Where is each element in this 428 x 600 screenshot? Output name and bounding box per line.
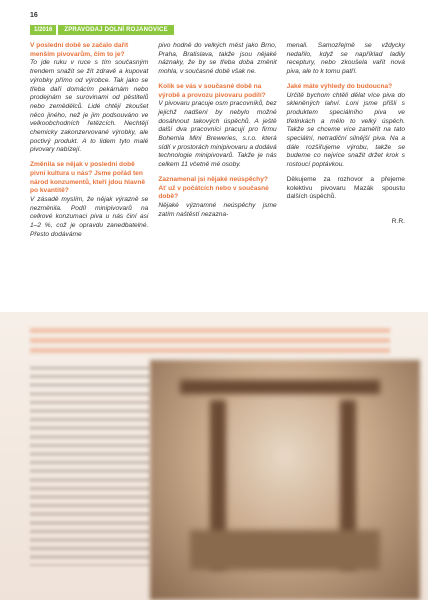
signature: R.R. [391, 217, 405, 225]
question: Kolik se vás v současné době na výrobě a provozu pivovaru podílí? [158, 82, 266, 99]
section-label: ZPRAVODAJ DOLNÍ ROJANOVICE [58, 25, 173, 35]
question: Zaznamenal jsi nějaké neúspěchy? Ať už v počátcích nebo v současné době? [158, 175, 269, 201]
answer: To jde ruku v ruce s tím současným trendem snažit se žít zdravě a kupovat výrobky přímo od výrobce. Tak jako se třeba daří domácím pekárnám nebo prodejnám se surovinami od pěstitelů nebo zemědělců. Lidé chtějí zkoušet něco jiného, než je jim podsouváno ve velkoobchodních řetězcích. Nechtějí chemicky zakonzervované výrobky, ale poctivý produkt. A to lidem tyto malé pivovary nabízejí. [30, 59, 149, 154]
column-1 [30, 42, 148, 312]
question: Změnila se nějak v poslední době pivní kultura u nás? Jsme pořád ten národ konzumentů, kteří jdou hlavně po kvantitě? [30, 161, 146, 195]
question: V poslední době se začalo dařit menším pivovarům, čím to je? [30, 42, 129, 58]
column-2 [158, 42, 276, 312]
header-bar [30, 25, 174, 35]
photo-base [190, 530, 380, 570]
page-number: 16 [30, 12, 38, 19]
answer: pivo hodně do velkých měst jako Brno, Praha, Bratislava, takže jsou nějaké náznaky, že by se třeba doba změnit mohla, v současné době však ne. [158, 42, 277, 76]
answer: V pivovaru pracuje osm pracovníků, bez jejichž nadšení by nebylo možné dosáhnout takových úspěchů. A ještě další dva pracovníci pracují pro firmu Bohemia Mini Breweries, s.r.o. která sídlí v prostorách minipivovaru a dodává technologie minipivovarů. Takže je nás celkem 11 včetně mé osoby. [158, 100, 277, 169]
photo-beam [180, 380, 380, 394]
answer: Určitě bychom chtěli dělat více piva do skleněných lahví. Loni jsme přišli s produktem speciálního piva ve třetinkách a mělo to velký úspěch. Takže se chceme více zaměřit na tato speciální, netradiční silnější piva. Na a dále rozšiřujeme výrobu, takže se budeme co nejvíce snažit držet krok s rostoucí poptávkou. [286, 91, 405, 169]
blurred-photo [150, 360, 420, 600]
answer: Nějaké významné neúspěchy jsme zatím naštěstí nezazna- [158, 201, 277, 218]
answer: V zásadě myslím, že nějak výrazně se nezměnila. Podíl minipivovarů na celkové konzumaci piva u nás činí asi 1–2 %, což je opravdu zanedbatelné. Přesto dodáváme [30, 195, 149, 238]
blurred-text [30, 366, 150, 566]
blurred-next-article [0, 312, 428, 600]
closing-paragraph: Děkujeme za rozhovor a přejeme kolektivu pivovaru Mazák spoustu dalších úspěchů. [286, 175, 405, 201]
blurred-heading [30, 328, 390, 358]
question: Jaké máte výhledy do budoucna? [286, 82, 393, 90]
issue-label: 1/2016 [30, 25, 56, 35]
answer: menali. Samozřejmě se vždycky nedařilo, když se například ladily receptury, nebo zkoušela vařit nová piva, ale to k tomu patří. [286, 42, 405, 76]
article-columns [30, 42, 405, 312]
column-3 [287, 42, 405, 312]
